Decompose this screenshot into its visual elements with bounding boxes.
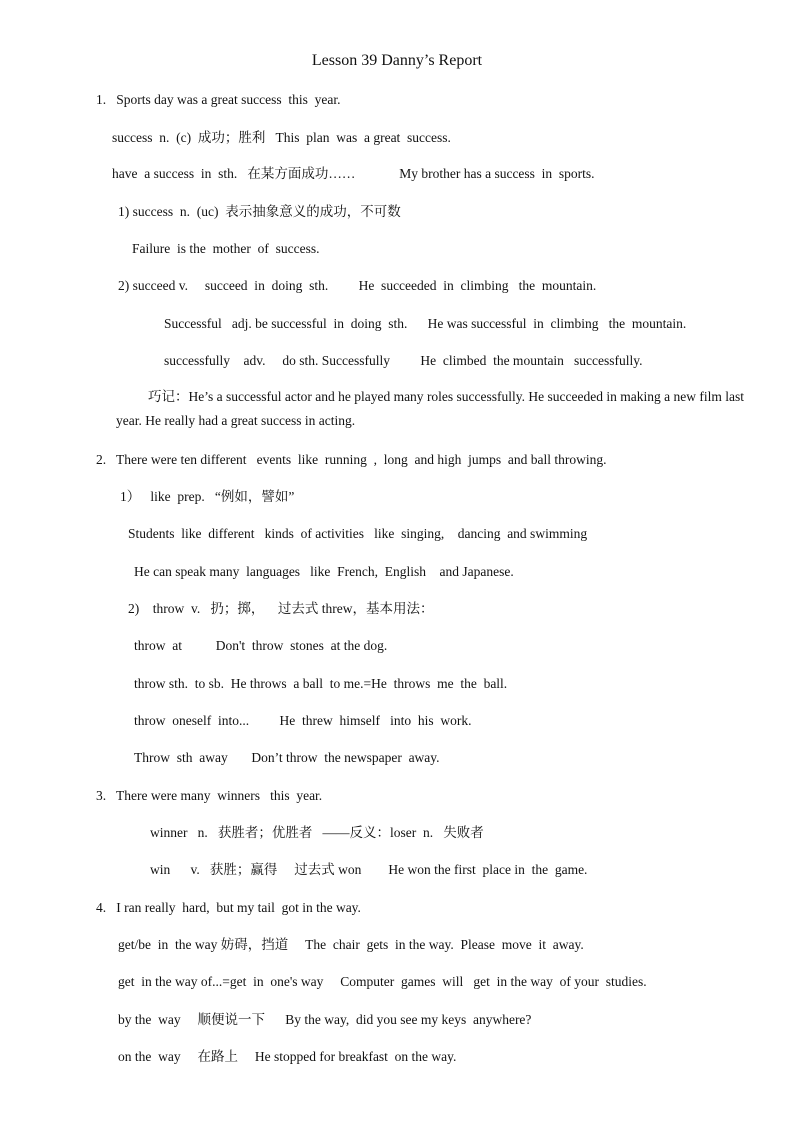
example-throw-away: Throw sth away Don’t throw the newspaper away. [134,750,440,765]
note-throw-verb: 2) throw v. 扔；掷， 过去式 threw，基本用法： [128,601,434,616]
item-3-heading: 3. There were many winners this year. [96,788,323,803]
note-successfully-adv: successfully adv. do sth. Successfully He climbed the mountain successfully. [164,353,643,368]
item-4-heading: 4. I ran really hard, but my tail got in the way. [96,900,361,915]
note-by-the-way: by the way 顺便说一下 By the way, did you see my keys anywhere? [118,1012,532,1027]
item-2-heading: 2. There were ten different events like running , long and high jumps and ball throwing. [96,452,607,467]
note-have-a-success: have a success in sth. 在某方面成功…… My brother has a success in sports. [112,166,595,181]
example-throw-to: throw sth. to sb. He throws a ball to me.=He throws me the ball. [134,676,508,691]
note-succeed-verb: 2) succeed v. succeed in doing sth. He succeeded in climbing the mountain. [118,278,597,293]
note-on-the-way: on the way 在路上 He stopped for breakfast on the way. [118,1049,457,1064]
note-win: win v. 获胜；赢得 过去式 won He won the first place in the game. [150,862,588,877]
note-like-prep: 1） like prep. “例如，譬如” [120,489,295,504]
note-winner: winner n. 获胜者；优胜者 ——反义：loser n. 失败者 [150,825,484,840]
example-throw-oneself: throw oneself into... He threw himself into his work. [134,713,472,728]
note-success-uncountable: 1) success n. (uc) 表示抽象意义的成功，不可数 [118,204,401,219]
note-get-in-ones-way: get in the way of...=get in one's way Computer games will get in the way of your studies. [118,974,647,989]
item-1-heading: 1. Sports day was a great success this year. [96,92,341,107]
page-title: Lesson 39 Danny’s Report [311,52,483,69]
example-throw-at: throw at Don't throw stones at the dog. [134,638,388,653]
note-get-in-the-way: get/be in the way 妨碍，挡道 The chair gets in the way. Please move it away. [118,937,584,952]
note-success-noun: success n. (c) 成功；胜利 This plan was a great success. [112,130,451,145]
remember-paragraph: 巧记：He’s a successful actor and he played many roles successfully. He succeeded in making a new film last year. He really had a great success in acting. [116,389,744,428]
example-failure: Failure is the mother of success. [132,241,320,256]
note-successful-adj: Successful adj. be successful in doing sth. He was successful in climbing the mountain. [164,316,687,331]
example-languages: He can speak many languages like French, English and Japanese. [134,564,514,579]
example-students-like: Students like different kinds of activities like singing, dancing and swimming [128,526,588,541]
